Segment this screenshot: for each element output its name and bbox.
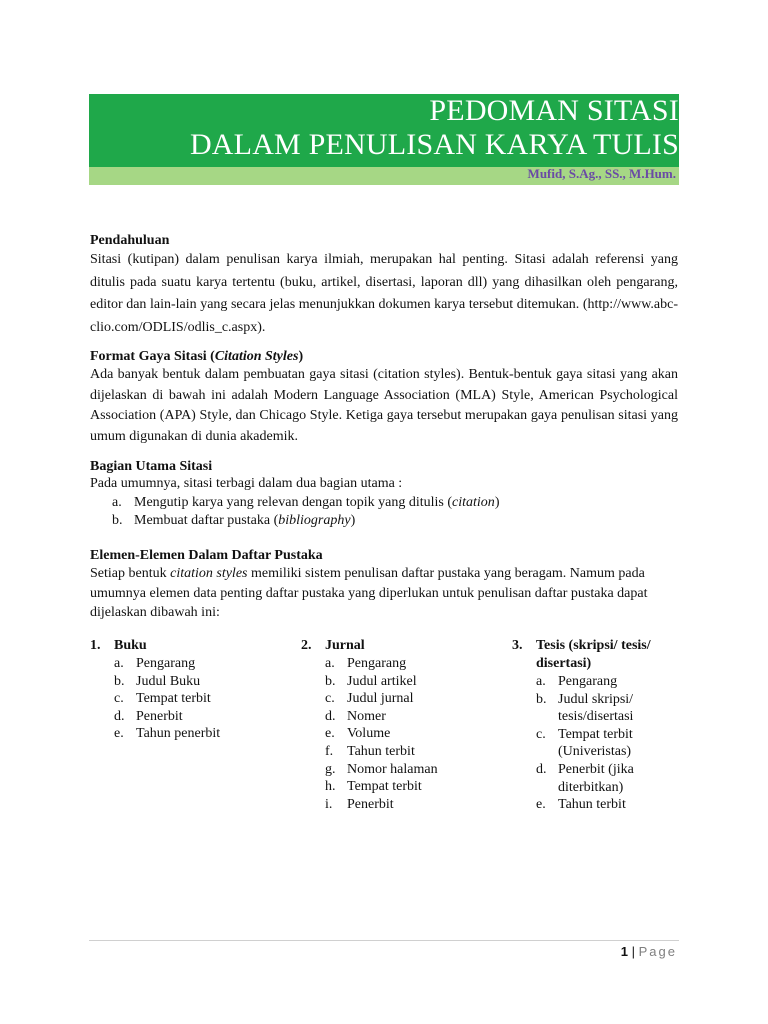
list-item: e. Tahun penerbit: [114, 726, 221, 742]
list-item: a. Pengarang: [536, 674, 618, 689]
list-marker: b.: [536, 691, 547, 707]
section-bagian: [90, 459, 678, 531]
list-marker: c.: [536, 726, 546, 742]
list-item: e. Tahun terbit: [536, 797, 626, 813]
list-marker: i.: [325, 796, 333, 812]
section-body: Setiap bentuk citation styles memiliki sistem penulisan daftar pustaka yang beragam. Namum pada umumnya elemen data penting daftar pustaka yang diperlukan untuk penulisan daftar pustaka dapat dijelaskan dibawah ini:: [90, 566, 648, 620]
list-item: a. Pengarang: [325, 656, 407, 671]
list-marker: a.: [112, 494, 122, 510]
footer-separator: |: [631, 944, 635, 959]
column-number: 1.: [90, 638, 101, 653]
author-strip: [89, 167, 679, 185]
column-buku: [90, 637, 290, 743]
section-elemen: [90, 548, 678, 623]
list-marker: f.: [325, 743, 334, 759]
list-item: c. Tempat terbit (Univeristas): [536, 726, 633, 760]
list-item: b. Judul Buku: [114, 673, 201, 689]
list-marker: a.: [536, 674, 546, 689]
title-line-2: DALAM PENULISAN KARYA TULIS: [189, 128, 679, 161]
column-heading: 2. Jurnal: [301, 638, 365, 653]
page-number: 1: [620, 944, 628, 959]
list-marker: e.: [536, 797, 546, 813]
footer-divider: [89, 940, 679, 941]
column-heading: 1. Buku: [90, 638, 147, 653]
section-intro: Pada umumnya, sitasi terbagi dalam dua bagian utama :: [90, 476, 403, 491]
list-item: b. Judul artikel: [325, 673, 417, 689]
section-pendahuluan: [90, 233, 678, 339]
column-number: 2.: [301, 638, 312, 653]
page-footer: [621, 944, 677, 959]
column-number: 3.: [512, 638, 523, 653]
list-item: h. Tempat terbit: [325, 779, 422, 795]
list-marker: d.: [536, 761, 547, 777]
list-marker: a.: [114, 656, 124, 671]
list-marker: d.: [114, 708, 125, 724]
section-heading: Pendahuluan: [90, 233, 170, 248]
section-heading: Elemen-Elemen Dalam Daftar Pustaka: [90, 548, 323, 563]
list-marker: e.: [114, 726, 124, 742]
column-tesis: [512, 637, 677, 814]
list-item: a. Mengutip karya yang relevan dengan topik yang ditulis (citation): [112, 494, 678, 513]
list-item: a. Pengarang: [114, 656, 196, 671]
column-heading: 3. Tesis (skripsi/ tesis/ disertasi): [512, 638, 651, 671]
section-format: [90, 349, 678, 447]
list-item: d. Penerbit: [114, 708, 183, 724]
section-heading: Format Gaya Sitasi (Citation Styles): [90, 349, 304, 364]
title-banner: [89, 94, 679, 167]
list-marker: b.: [114, 673, 125, 689]
list-item: i. Penerbit: [325, 796, 394, 812]
title-line-1: PEDOMAN SITASI: [429, 94, 679, 127]
author-name: Mufid, S.Ag., SS., M.Hum.: [527, 166, 676, 181]
list-item: g. Nomor halaman: [325, 761, 438, 777]
list-marker: g.: [325, 761, 336, 777]
list-marker: c.: [325, 691, 335, 707]
list-item: c. Judul jurnal: [325, 691, 414, 707]
page-label: Page: [638, 944, 677, 959]
list-marker: e.: [325, 726, 335, 742]
section-heading: Bagian Utama Sitasi: [90, 459, 213, 474]
list-item: f. Tahun terbit: [325, 743, 415, 759]
list-item: b. Judul skripsi/ tesis/disertasi: [536, 691, 634, 725]
bagian-list: [90, 494, 678, 531]
list-marker: d.: [325, 708, 336, 724]
list-marker: b.: [112, 513, 123, 528]
section-body: Ada banyak bentuk dalam pembuatan gaya sitasi (citation styles). Bentuk-bentuk gaya sitasi yang akan dijelaskan di bawah ini adalah Modern Language Association (MLA) Style, American Psychological Association (APA) Style, dan Chicago Style. Ketiga gaya tersebut merupakan gaya penulisan sitasi yang umum digunakan di dunia akademik.: [90, 367, 678, 444]
list-item: d. Penerbit (jika diterbitkan): [536, 761, 634, 795]
list-item: c. Tempat terbit: [114, 691, 211, 707]
section-body: Sitasi (kutipan) dalam penulisan karya ilmiah, merupakan hal penting. Sitasi adalah referensi yang ditulis pada suatu karya tertentu (buku, artikel, disertasi, laporan dll) yang dihasilkan oleh pengarang, editor dan lain-lain yang secara jelas menunjukkan dokumen karya tersebut ditemukan. (http://www.abc-clio.com/ODLIS/odlis_c.aspx).: [90, 252, 678, 335]
list-item: d. Nomer: [325, 708, 386, 724]
list-marker: b.: [325, 673, 336, 689]
list-marker: h.: [325, 779, 336, 795]
list-item: e. Volume: [325, 726, 391, 742]
column-jurnal: [301, 637, 501, 813]
list-marker: c.: [114, 691, 124, 707]
list-item: b. Membuat daftar pustaka (bibliography): [112, 512, 678, 531]
list-marker: a.: [325, 656, 335, 671]
